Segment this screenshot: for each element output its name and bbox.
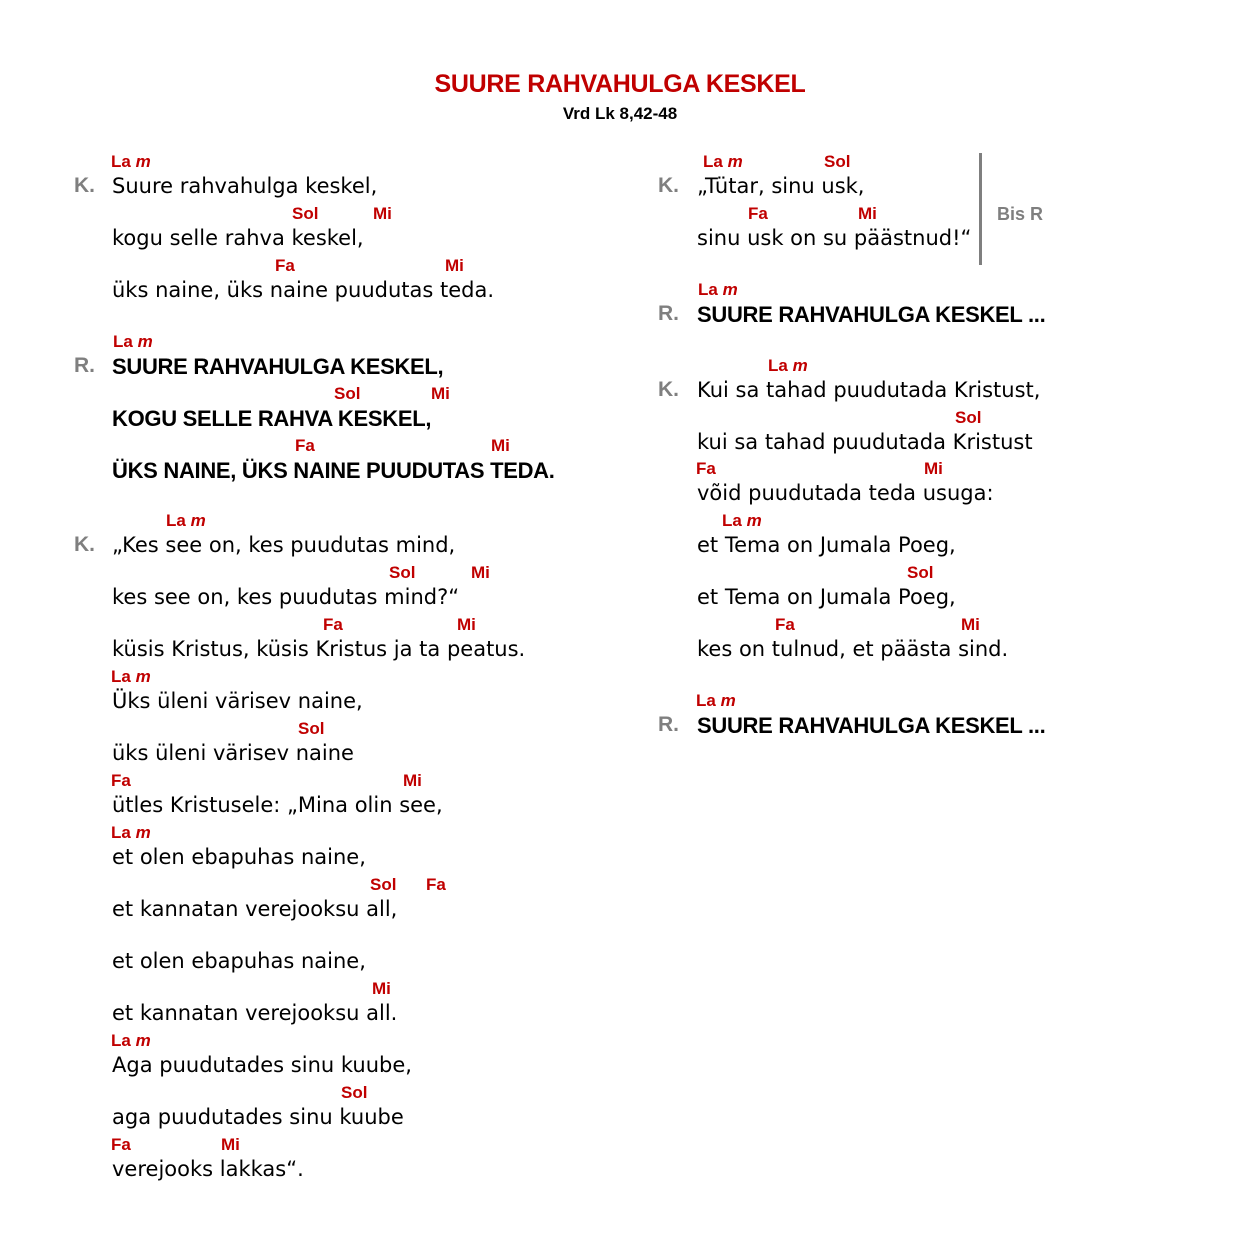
chord-label: Mi	[431, 384, 450, 403]
verse-text: Üks üleni värisev naine,	[112, 689, 363, 713]
repeat-label: Bis R	[997, 204, 1044, 224]
verse-text: et olen ebapuhas naine,	[112, 845, 366, 869]
chord-label: Fa	[748, 204, 768, 223]
chord-label: La m	[696, 691, 736, 710]
verse-text: ütles Kristusele: „Mina olin see,	[112, 793, 443, 817]
chord-label: Sol	[334, 384, 361, 403]
verse-text: et olen ebapuhas naine,	[112, 949, 366, 973]
chord-label: La m	[166, 511, 206, 530]
refrain-text: SUURE RAHVAHULGA KESKEL ...	[697, 713, 1046, 738]
chord-label: Fa	[426, 875, 446, 894]
refrain-marker: R.	[74, 354, 95, 377]
chord-label: La m	[698, 280, 738, 299]
chord-label: Mi	[457, 615, 476, 634]
chord-label: Fa	[275, 256, 295, 275]
chord-label: La m	[111, 1031, 151, 1050]
chord-label: Fa	[111, 771, 131, 790]
verse-text: üks naine, üks naine puudutas teda.	[112, 278, 495, 302]
scripture-reference: Vrd Lk 8,42-48	[562, 104, 678, 123]
chord-label: Sol	[341, 1083, 368, 1102]
chord-label: La m	[113, 332, 153, 351]
chord-label: Mi	[221, 1135, 240, 1154]
refrain-text: KOGU SELLE RAHVA KESKEL,	[112, 406, 432, 431]
verse-text: et kannatan verejooksu all,	[112, 897, 398, 921]
chord-label: Sol	[298, 719, 325, 738]
chord-label: Mi	[858, 204, 877, 223]
verse-text: et Tema on Jumala Poeg,	[697, 533, 956, 557]
chord-label: Sol	[907, 563, 934, 582]
chord-label: Sol	[292, 204, 319, 223]
verse-marker: K.	[74, 174, 95, 197]
verse-text: Aga puudutades sinu kuube,	[112, 1053, 412, 1077]
verse-marker: K.	[658, 378, 679, 401]
chord-label: Mi	[491, 436, 510, 455]
chord-label: La m	[111, 823, 151, 842]
chord-label: La m	[722, 511, 762, 530]
verse-text: kes see on, kes puudutas mind?“	[112, 585, 460, 609]
chord-label: Mi	[372, 979, 391, 998]
chord-label: La m	[768, 356, 808, 375]
chord-label: Mi	[924, 459, 943, 478]
verse-text: et kannatan verejooksu all.	[112, 1001, 398, 1025]
refrain-text: ÜKS NAINE, ÜKS NAINE PUUDUTAS TEDA.	[112, 458, 555, 483]
chord-label: Sol	[370, 875, 397, 894]
repeat-bracket	[979, 153, 982, 265]
verse-text: võid puudutada teda usuga:	[697, 481, 994, 505]
verse-text: sinu usk on su päästnud!“	[697, 226, 972, 250]
chord-label: Fa	[295, 436, 315, 455]
chord-label: Mi	[445, 256, 464, 275]
chord-label: Fa	[775, 615, 795, 634]
verse-text: küsis Kristus, küsis Kristus ja ta peatus.	[112, 637, 526, 661]
chord-label: Fa	[696, 459, 716, 478]
verse-text: üks üleni värisev naine	[112, 741, 354, 765]
chord-label: Mi	[403, 771, 422, 790]
chord-label: La m	[111, 152, 151, 171]
verse-text: Suure rahvahulga keskel,	[112, 174, 378, 198]
refrain-marker: R.	[658, 302, 679, 325]
chord-label: La m	[703, 152, 743, 171]
verse-text: kogu selle rahva keskel,	[112, 226, 364, 250]
chord-label: Sol	[389, 563, 416, 582]
verse-text: „Tütar, sinu usk,	[697, 174, 865, 198]
song-title: SUURE RAHVAHULGA KESKEL	[434, 70, 806, 98]
refrain-text: SUURE RAHVAHULGA KESKEL,	[112, 354, 444, 379]
verse-text: aga puudutades sinu kuube	[112, 1105, 404, 1129]
verse-text: Kui sa tahad puudutada Kristust,	[697, 378, 1041, 402]
chord-label: La m	[111, 667, 151, 686]
verse-text: kui sa tahad puudutada Kristust	[697, 430, 1033, 454]
verse-text: kes on tulnud, et päästa sind.	[697, 637, 1009, 661]
chord-label: Mi	[961, 615, 980, 634]
refrain-text: SUURE RAHVAHULGA KESKEL ...	[697, 302, 1046, 327]
chord-label: Sol	[824, 152, 851, 171]
refrain-marker: R.	[658, 713, 679, 736]
verse-marker: K.	[74, 533, 95, 556]
chord-label: Mi	[373, 204, 392, 223]
chord-label: Sol	[955, 408, 982, 427]
verse-marker: K.	[658, 174, 679, 197]
verse-text: verejooks lakkas“.	[112, 1157, 304, 1181]
verse-text: et Tema on Jumala Poeg,	[697, 585, 956, 609]
chord-label: Fa	[111, 1135, 131, 1154]
chord-label: Fa	[323, 615, 343, 634]
verse-text: „Kes see on, kes puudutas mind,	[112, 533, 456, 557]
chord-label: Mi	[471, 563, 490, 582]
